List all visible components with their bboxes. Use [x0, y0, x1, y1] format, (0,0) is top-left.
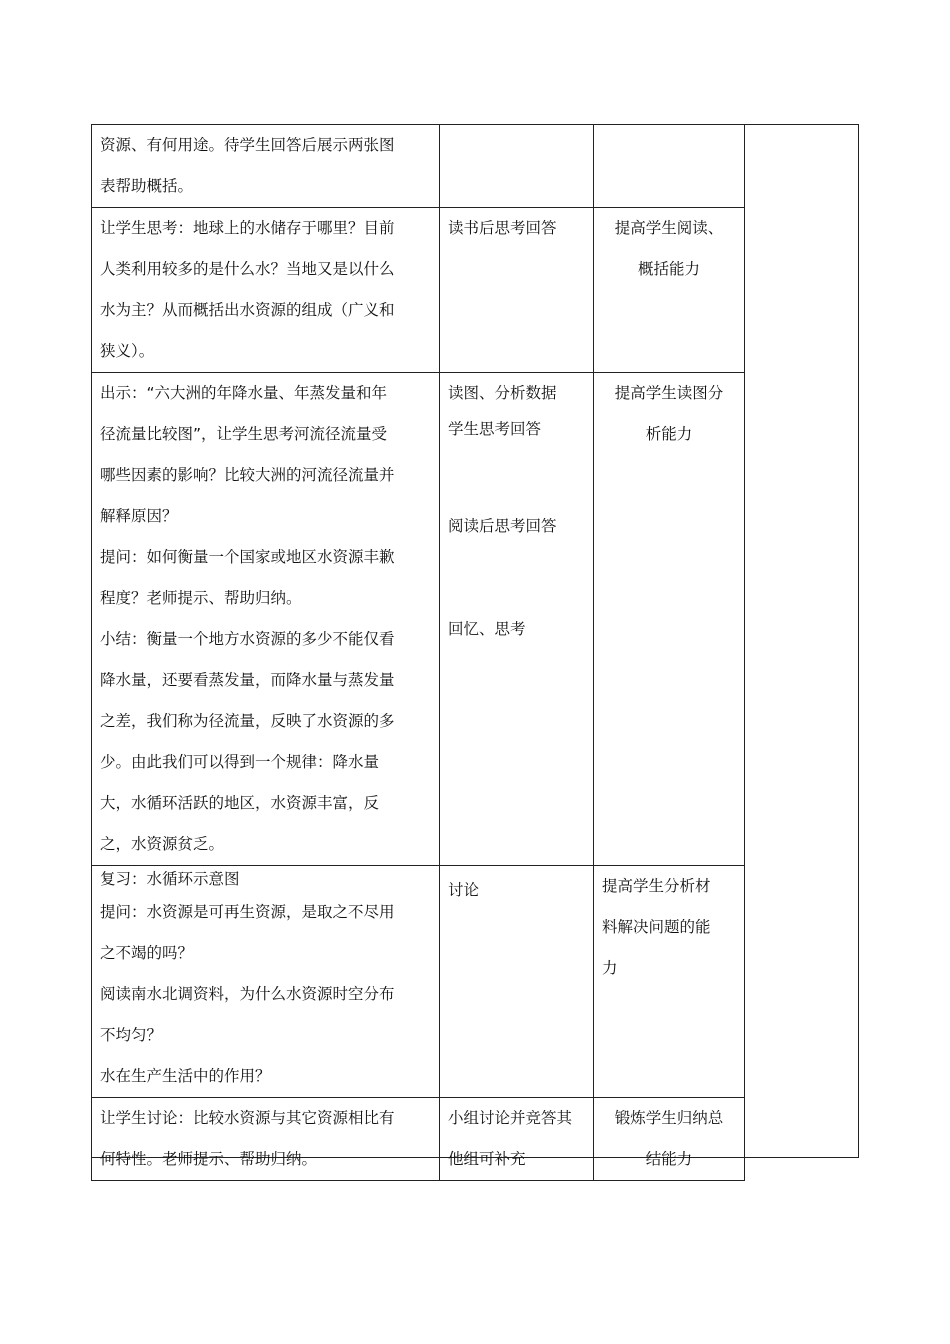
text-line: 大，水循环活跃的地区，水资源丰富，反 [100, 794, 380, 812]
text-line: 结能力 [645, 1150, 693, 1168]
design-purpose-cell [594, 125, 745, 208]
student-activity-cell [440, 208, 594, 373]
spacer [448, 444, 585, 506]
text-line: 学生思考回答 [448, 420, 542, 438]
text-line: 径流量比较图”，让学生思考河流径流量受 [100, 425, 388, 443]
text-line: 让学生讨论：比较水资源与其它资源相比有 [100, 1109, 395, 1127]
teacher-activity-cell [92, 866, 440, 1098]
text-line: 阅读后思考回答 [448, 517, 557, 535]
text-line: 降水量，还要看蒸发量，而降水量与蒸发量 [100, 671, 395, 689]
text-line: 小结：衡量一个地方水资源的多少不能仅看 [100, 630, 395, 648]
text-line: 之，水资源贫乏。 [100, 835, 225, 853]
text-line: 提高学生阅读、 [614, 219, 724, 237]
text-line: 力 [602, 959, 618, 977]
spacer [448, 547, 585, 609]
text-line: 少。由此我们可以得到一个规律：降水量 [100, 753, 380, 771]
lesson-plan-table [91, 124, 745, 1181]
text-line: 复习：水循环示意图 [100, 870, 240, 888]
text-line: 让学生思考：地球上的水储存于哪里？目前 [100, 219, 395, 237]
text-line: 资源、有何用途。待学生回答后展示两张图 [100, 136, 395, 154]
teacher-activity-cell [92, 125, 440, 208]
text-line: 阅读南水北调资料，为什么水资源时空分布 [100, 985, 395, 1003]
text-line: 之不竭的吗？ [100, 944, 194, 962]
table-row [92, 125, 745, 208]
text-line: 提高学生分析材 [602, 877, 711, 895]
text-line: 读书后思考回答 [448, 219, 557, 237]
text-line: 之差，我们称为径流量，反映了水资源的多 [100, 712, 395, 730]
text-line: 回忆、思考 [448, 620, 526, 638]
table-row [92, 1098, 745, 1181]
text-line: 表帮助概括。 [100, 177, 194, 195]
text-line: 读图、分析数据 [448, 384, 557, 402]
text-line: 提高学生读图分 [614, 384, 724, 402]
student-activity-cell [440, 1098, 594, 1181]
text-line: 程度？老师提示、帮助归纳。 [100, 589, 302, 607]
student-activity-cell [440, 866, 594, 1098]
design-purpose-cell [594, 373, 745, 866]
text-line: 不均匀？ [100, 1026, 163, 1044]
text-line: 概括能力 [637, 260, 700, 278]
text-line: 小组讨论并竞答其 [448, 1109, 573, 1127]
text-line: 水为主？从而概括出水资源的组成（广义和 [100, 301, 395, 319]
design-purpose-cell [594, 1098, 745, 1181]
text-line: 提问：水资源是可再生资源，是取之不尽用 [100, 903, 395, 921]
text-line: 他组可补充 [448, 1150, 526, 1168]
table-row [92, 208, 745, 373]
text-line: 何特性。老师提示、帮助归纳。 [100, 1150, 318, 1168]
text-line: 解释原因？ [100, 507, 178, 525]
text-line: 讨论 [448, 881, 480, 899]
student-activity-cell [440, 373, 594, 866]
student-activity-cell [440, 125, 594, 208]
text-line: 哪些因素的影响？比较大洲的河流径流量并 [100, 466, 395, 484]
teacher-activity-cell [92, 373, 440, 866]
text-line: 出示：“六大洲的年降水量、年蒸发量和年 [100, 384, 388, 402]
design-purpose-cell [594, 208, 745, 373]
text-line: 料解决问题的能 [602, 918, 711, 936]
text-line: 锻炼学生归纳总 [614, 1109, 724, 1127]
table-row [92, 866, 745, 1098]
table-row [92, 373, 745, 866]
design-purpose-cell [594, 866, 745, 1098]
text-line: 提问：如何衡量一个国家或地区水资源丰歉 [100, 548, 395, 566]
teacher-activity-cell [92, 208, 440, 373]
text-line: 水在生产生活中的作用？ [100, 1067, 271, 1085]
text-line: 狭义）。 [100, 342, 155, 360]
teacher-activity-cell [92, 1098, 440, 1181]
text-line: 人类利用较多的是什么水？当地又是以什么 [100, 260, 395, 278]
text-line: 析能力 [645, 425, 693, 443]
